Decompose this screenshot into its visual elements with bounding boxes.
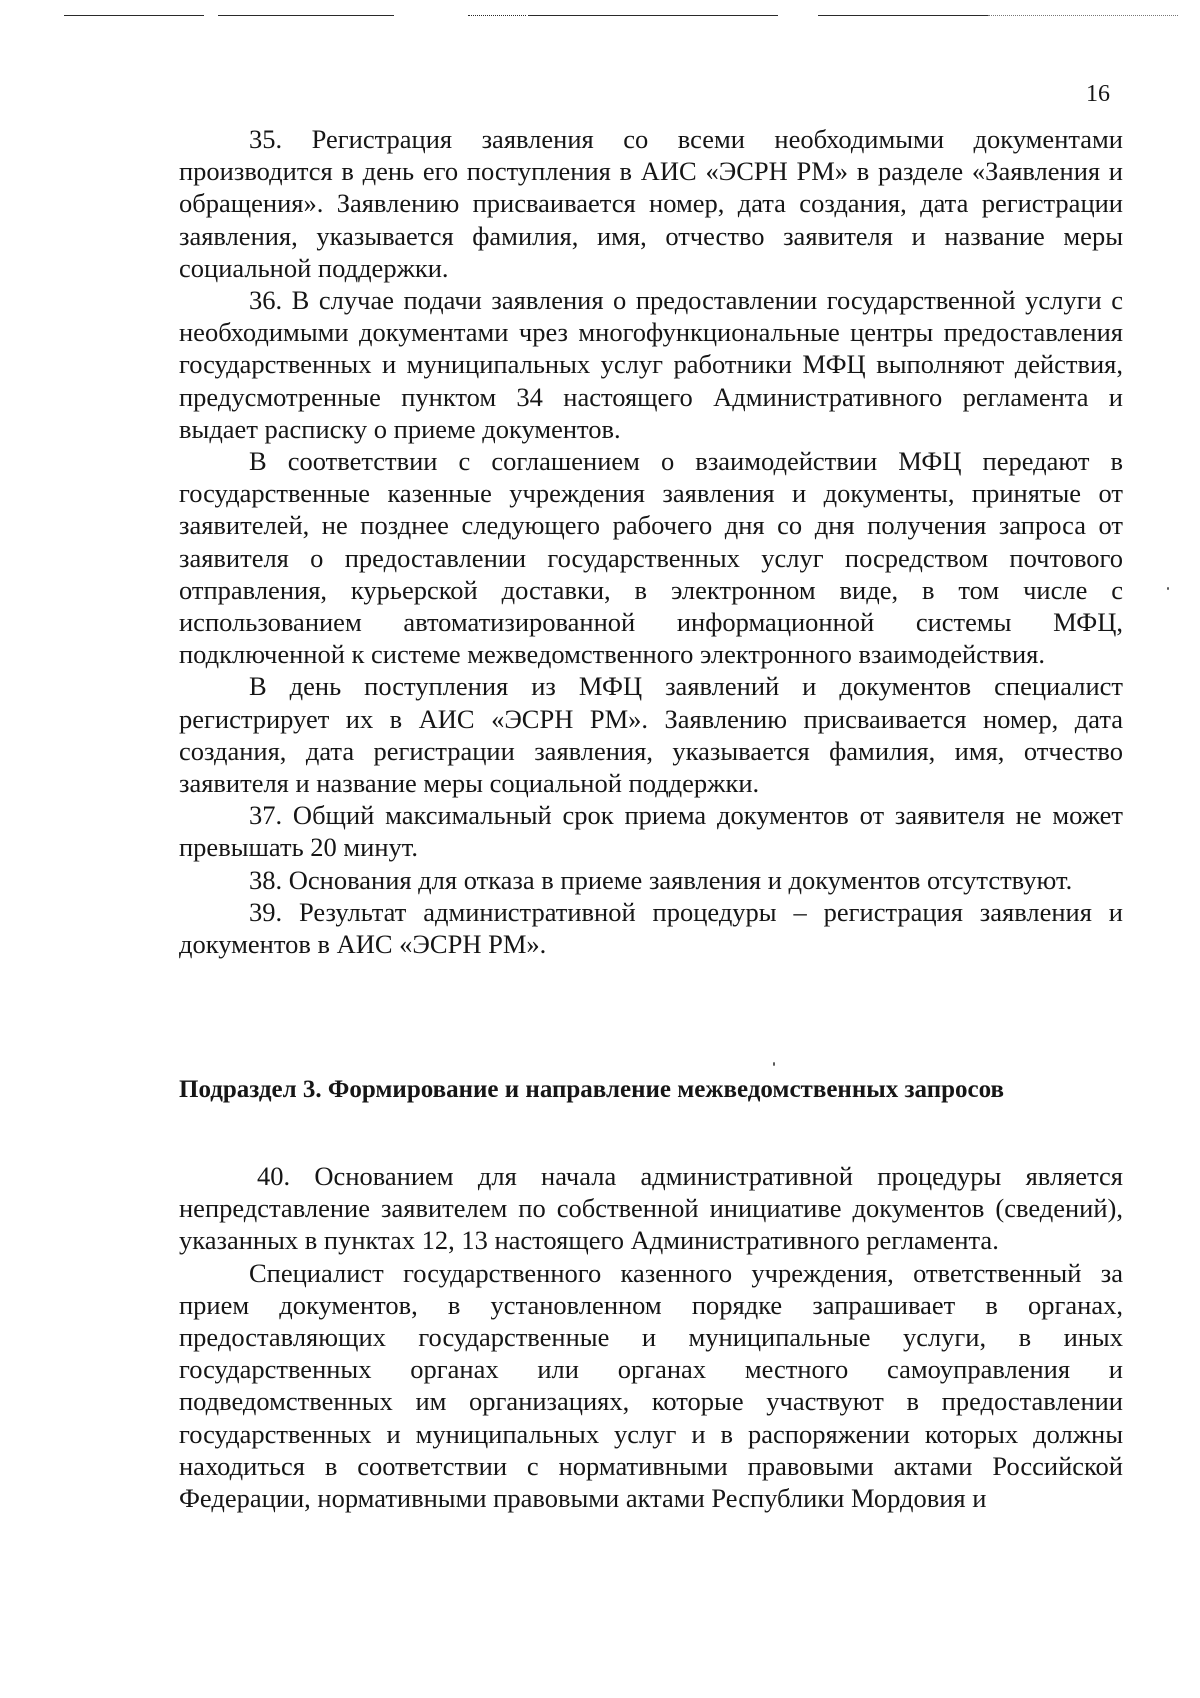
top-rule-segment: [988, 15, 1178, 16]
document-body-bottom: [179, 1160, 1123, 1514]
paragraph-37: 37. Общий максимальный срок приема документов от заявителя не может превышать 20 минут.: [179, 800, 1123, 863]
top-rule-segment: [468, 15, 526, 16]
paragraph-specialist-request: Специалист государственного казенного учреждения, ответственный за прием документов, в установленном порядке запрашивает в органах, предоставляющих государственные и муниципальные услуги, в иных государственных органах или органах местного самоуправления и подведомственных им организациях, которые участвуют в предоставлении государственных и муниципальных услуг и в распоряжении которых должны находиться в соответствии с нормативными правовыми актами Российской Федерации, нормативными правовыми актами Республики Мордовия и: [179, 1257, 1123, 1514]
top-rule-segment: [218, 15, 394, 16]
paragraph-mfc-registration: В день поступления из МФЦ заявлений и документов специалист регистрирует их в АИС «ЭСРН РМ». Заявлению присваивается номер, дата создания, дата регистрации заявления, указывается фамилия, имя, отчество заявителя и название меры социальной поддержки.: [179, 671, 1123, 799]
document-body-top: [179, 123, 1123, 960]
paragraph-35: 35. Регистрация заявления со всеми необходимыми документами производится в день его поступления в АИС «ЭСРН РМ» в разделе «Заявления и обращения». Заявлению присваивается номер, дата создания, дата регистрации заявления, указывается фамилия, имя, отчество заявителя и название меры социальной поддержки.: [179, 124, 1123, 283]
paragraph-mfc-agreement: В соответствии с соглашением о взаимодействии МФЦ передают в государственные казенные учреждения заявления и документы, принятые от заявителей, не позднее следующего рабочего дня со дня получения запроса от заявителя о предоставлении государственных услуг посредством почтового отправления, курьерской доставки, в электронном виде, в том числе с использованием автоматизированной информационной системы МФЦ, подключенной к системе межведомственного электронного взаимодействия.: [179, 446, 1123, 670]
top-rule-segment: [64, 15, 204, 16]
page-number: 16: [1086, 81, 1110, 107]
paragraph-36: 36. В случае подачи заявления о предоставлении государственной услуги с необходимыми документами чрез многофункциональные центры предоставления государственных и муниципальных услуг работники МФЦ выполняют действия, предусмотренные пунктом 34 настоящего Административного регламента и выдает расписку о приеме документов.: [179, 285, 1123, 444]
section-heading: Подраздел 3. Формирование и направление межведомственных запросов: [179, 1076, 1005, 1103]
top-rule-segment: [818, 15, 988, 16]
paragraph-38: 38. Основания для отказа в приеме заявления и документов отсутствуют.: [249, 864, 1073, 895]
paragraph-39: 39. Результат административной процедуры – регистрация заявления и документов в АИС «ЭСРН РМ».: [179, 896, 1123, 960]
scan-speck: [773, 1062, 775, 1066]
scan-speck: [1167, 587, 1169, 590]
top-rule-segment: [528, 15, 778, 16]
paragraph-40: 40. Основанием для начала административной процедуры является непредставление заявителем по собственной инициативе документов (сведений), указанных в пунктах 12, 13 настоящего Административного регламента.: [179, 1161, 1123, 1256]
